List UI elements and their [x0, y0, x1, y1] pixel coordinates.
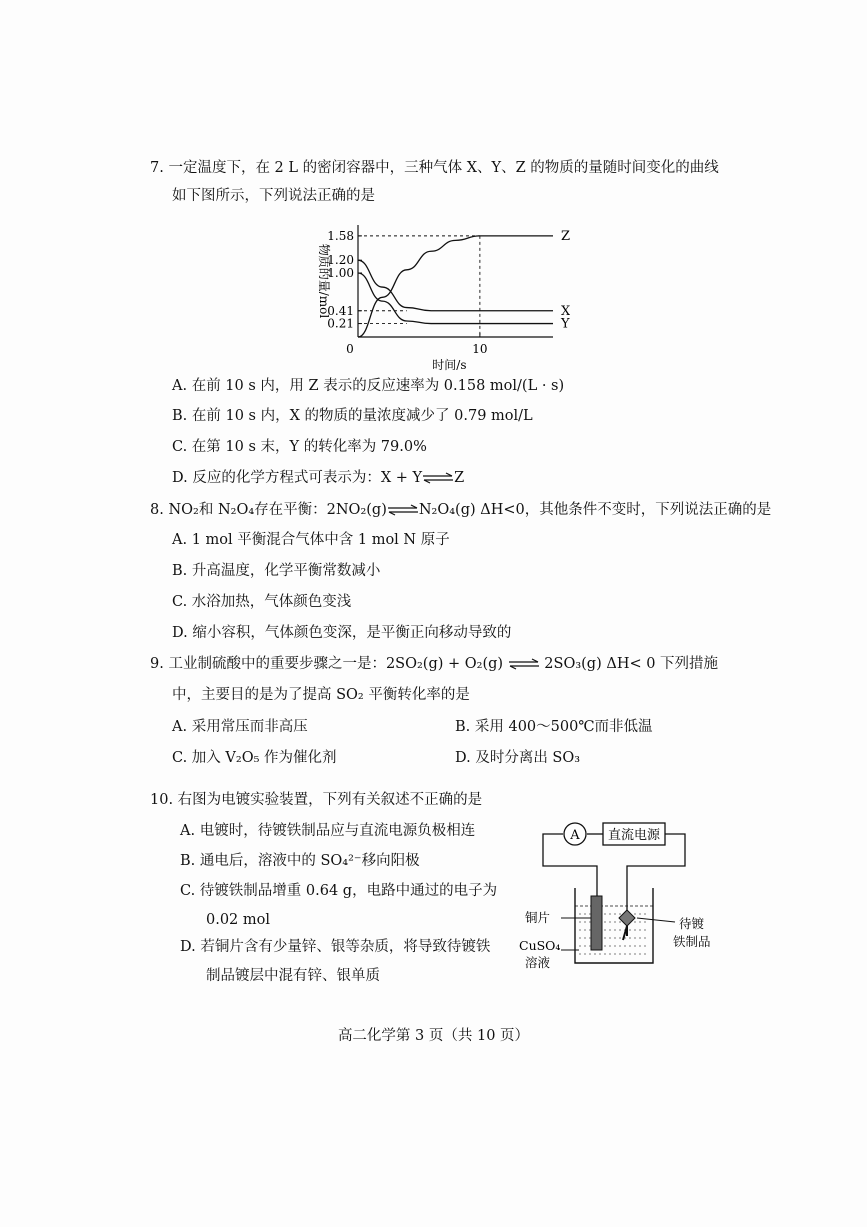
- q7-option-a: A. 在前 10 s 内，用 Z 表示的反应速率为 0.158 mol/(L · s): [172, 378, 565, 394]
- y-tick-label: 1.20: [327, 253, 354, 268]
- y-tick-label: 0.41: [327, 303, 354, 318]
- q7-option-d-product: Z: [454, 470, 465, 486]
- x-axis-label: 时间/s: [432, 358, 467, 372]
- q9-stem-b: 2SO₃(g) ΔH< 0 下列措施: [544, 656, 719, 672]
- x-tick-label: 10: [472, 342, 488, 356]
- q9-stem-a: 9. 工业制硫酸中的重要步骤之一是：2SO₂(g) + O₂(g): [150, 656, 504, 672]
- solution-label-2: 溶液: [525, 955, 551, 970]
- x-tick-label: 0: [346, 342, 354, 356]
- iron-item: [619, 910, 635, 926]
- q7-chart: [300, 210, 570, 375]
- q10-option-b: B. 通电后，溶液中的 SO₄²⁻移向阳极: [180, 853, 420, 869]
- series-line-Y: [358, 273, 553, 324]
- q9-stem-line1: [150, 654, 718, 674]
- y-axis-label: 物质的量/mol: [317, 243, 331, 319]
- series-label-Z: Z: [561, 228, 570, 244]
- equilibrium-arrow-icon: [387, 504, 419, 516]
- ammeter-label: A: [570, 828, 580, 843]
- q8-option-b: B. 升高温度，化学平衡常数减小: [172, 563, 381, 579]
- solution-dots: [579, 914, 649, 954]
- q7-stem-line2: 如下图所示，下列说法正确的是: [172, 188, 375, 204]
- y-tick-label: 1.00: [327, 266, 354, 280]
- series-label-X: X: [561, 303, 570, 319]
- series-label-Y: Y: [561, 316, 570, 332]
- q7-option-c: C. 在第 10 s 末，Y 的转化率为 79.0%: [172, 439, 427, 455]
- q7-option-d: [172, 468, 464, 488]
- q10-option-d: D. 若铜片含有少量锌、银等杂质，将导致待镀铁: [180, 939, 491, 955]
- item-label-2: 铁制品: [673, 934, 711, 949]
- q9-option-a: A. 采用常压而非高压: [172, 719, 308, 735]
- q7-option-b: B. 在前 10 s 内，X 的物质的量浓度减少了 0.79 mol/L: [172, 408, 533, 424]
- y-tick-label: 0.21: [327, 316, 354, 331]
- power-label: 直流电源: [607, 828, 661, 843]
- q10-option-d-cont: 制品镀层中混有锌、银单质: [206, 968, 380, 984]
- electroplating-diagram: [515, 818, 725, 978]
- q8-option-a: A. 1 mol 平衡混合气体中含 1 mol N 原子: [172, 532, 450, 548]
- q8-stem: [150, 500, 771, 520]
- copper-label: 铜片: [525, 910, 551, 925]
- q10-option-a: A. 电镀时，待镀铁制品应与直流电源负极相连: [180, 823, 476, 839]
- beaker: [575, 888, 653, 963]
- solution-label-1: CuSO₄: [519, 938, 561, 953]
- q8-stem-b: N₂O₄(g) ΔH<0，其他条件不变时，下列说法正确的是: [418, 502, 772, 518]
- q8-stem-a: 8. NO₂和 N₂O₄存在平衡：2NO₂(g): [150, 502, 387, 518]
- q7-stem-line1: 7. 一定温度下，在 2 L 的密闭容器中，三种气体 X、Y、Z 的物质的量随时间变化的曲线: [150, 160, 719, 176]
- q9-option-b: B. 采用 400～500℃而非低温: [455, 719, 653, 735]
- q9-stem-line2: 中，主要目的是为了提高 SO₂ 平衡转化率的是: [172, 687, 470, 703]
- q8-option-c: C. 水浴加热，气体颜色变浅: [172, 594, 352, 610]
- series-line-Z: [358, 236, 553, 337]
- q8-option-d: D. 缩小容积，气体颜色变深，是平衡正向移动导致的: [172, 625, 512, 641]
- q9-option-c: C. 加入 V₂O₅ 作为催化剂: [172, 750, 337, 766]
- copper-plate: [591, 896, 602, 950]
- q9-option-d: D. 及时分离出 SO₃: [455, 750, 581, 766]
- equilibrium-arrow-icon: [422, 472, 454, 484]
- page-footer: 高二化学第 3 页（共 10 页）: [337, 1028, 530, 1044]
- item-label-1: 待镀: [679, 916, 705, 931]
- equilibrium-arrow-icon: [508, 658, 540, 670]
- q7-option-d-text: D. 反应的化学方程式可表示为：X + Y: [172, 470, 423, 486]
- y-tick-label: 1.58: [327, 228, 354, 243]
- q10-stem: 10. 右图为电镀实验装置，下列有关叙述不正确的是: [150, 792, 483, 808]
- q10-option-c-cont: 0.02 mol: [206, 912, 271, 928]
- q10-option-c: C. 待镀铁制品增重 0.64 g，电路中通过的电子为: [180, 883, 498, 899]
